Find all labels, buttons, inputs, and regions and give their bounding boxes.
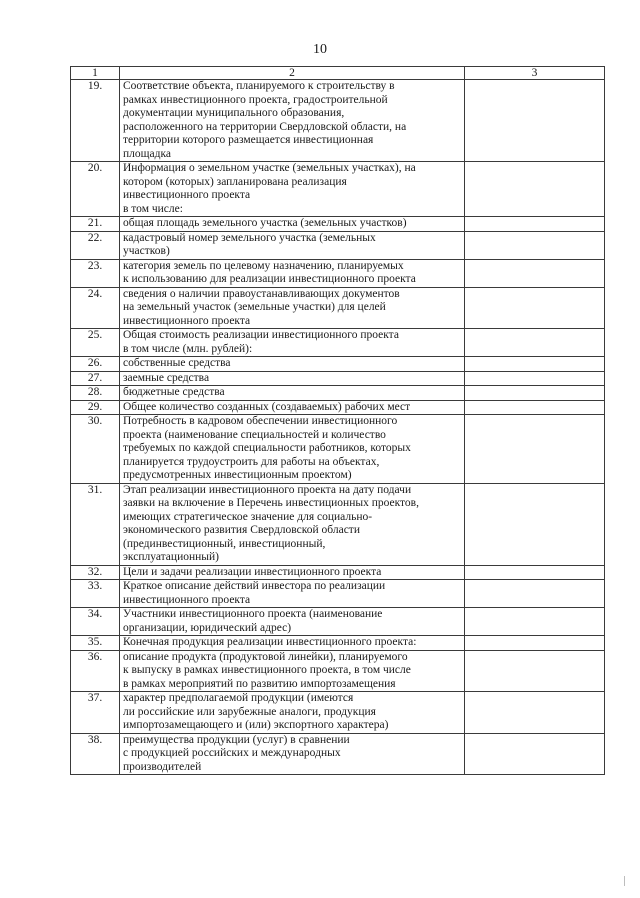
row-description: собственные средства	[120, 357, 465, 372]
table-row	[71, 608, 605, 636]
table-row	[71, 692, 605, 734]
table-row	[71, 329, 605, 357]
row-value-cell[interactable]	[465, 733, 605, 775]
table-row	[71, 483, 605, 565]
row-description: Соответствие объекта, планируемого к строительству в рамках инвестиционного проекта, градостроительной документации муниципального образования, расположенного на территории Свердловской области, на территории которого размещается инвестиционная площадка	[120, 80, 465, 162]
row-description: Цели и задачи реализации инвестиционного проекта	[120, 565, 465, 580]
row-number: 22.	[71, 231, 120, 259]
row-number: 29.	[71, 400, 120, 415]
row-description: общая площадь земельного участка (земельных участков)	[120, 217, 465, 232]
table-row	[71, 565, 605, 580]
row-description: Участники инвестиционного проекта (наименование организации, юридический адрес)	[120, 608, 465, 636]
row-number: 36.	[71, 650, 120, 692]
table-row	[71, 371, 605, 386]
table-row	[71, 415, 605, 484]
row-value-cell[interactable]	[465, 80, 605, 162]
table-row	[71, 400, 605, 415]
row-number: 24.	[71, 287, 120, 329]
row-description: Конечная продукция реализации инвестиционного проекта:	[120, 636, 465, 651]
row-value-cell[interactable]	[465, 400, 605, 415]
row-value-cell[interactable]	[465, 217, 605, 232]
row-value-cell[interactable]	[465, 580, 605, 608]
table-row	[71, 162, 605, 217]
row-number: 37.	[71, 692, 120, 734]
column-header-number: 1	[71, 67, 120, 80]
row-description: Информация о земельном участке (земельных участках), на котором (которых) запланирована реализация инвестиционного проекта в том числе:	[120, 162, 465, 217]
row-value-cell[interactable]	[465, 565, 605, 580]
row-description: Общее количество созданных (создаваемых) рабочих мест	[120, 400, 465, 415]
row-value-cell[interactable]	[465, 287, 605, 329]
table-row	[71, 217, 605, 232]
row-description: Общая стоимость реализации инвестиционного проекта в том числе (млн. рублей):	[120, 329, 465, 357]
table-row	[71, 287, 605, 329]
table-row	[71, 259, 605, 287]
row-number: 35.	[71, 636, 120, 651]
row-value-cell[interactable]	[465, 231, 605, 259]
table-row	[71, 636, 605, 651]
row-number: 21.	[71, 217, 120, 232]
row-value-cell[interactable]	[465, 357, 605, 372]
table-row	[71, 580, 605, 608]
table-row	[71, 357, 605, 372]
row-description: Краткое описание действий инвестора по реализации инвестиционного проекта	[120, 580, 465, 608]
row-description: сведения о наличии правоустанавливающих документов на земельный участок (земельные участки) для целей инвестиционного проекта	[120, 287, 465, 329]
row-number: 31.	[71, 483, 120, 565]
table-row	[71, 231, 605, 259]
row-number: 19.	[71, 80, 120, 162]
row-description: категория земель по целевому назначению, планируемых к использованию для реализации инвестиционного проекта	[120, 259, 465, 287]
row-number: 38.	[71, 733, 120, 775]
row-description: Этап реализации инвестиционного проекта на дату подачи заявки на включение в Перечень инвестиционных проектов, имеющих стратегическое значение для социально- экономического развития Свердловской области (прединвестиционный, инвестиционный, эксплуатационный)	[120, 483, 465, 565]
page-number: 10	[313, 42, 327, 57]
row-number: 32.	[71, 565, 120, 580]
row-description: заемные средства	[120, 371, 465, 386]
row-value-cell[interactable]	[465, 483, 605, 565]
row-number: 23.	[71, 259, 120, 287]
row-number: 34.	[71, 608, 120, 636]
row-number: 30.	[71, 415, 120, 484]
row-number: 33.	[71, 580, 120, 608]
row-value-cell[interactable]	[465, 259, 605, 287]
table-row	[71, 650, 605, 692]
row-description: преимущества продукции (услуг) в сравнении с продукцией российских и международных производителей	[120, 733, 465, 775]
row-value-cell[interactable]	[465, 371, 605, 386]
row-description: описание продукта (продуктовой линейки), планируемого к выпуску в рамках инвестиционного проекта, в том числе в рамках мероприятий по развитию импортозамещения	[120, 650, 465, 692]
row-value-cell[interactable]	[465, 636, 605, 651]
row-value-cell[interactable]	[465, 415, 605, 484]
row-value-cell[interactable]	[465, 608, 605, 636]
row-number: 28.	[71, 386, 120, 401]
row-number: 25.	[71, 329, 120, 357]
row-number: 26.	[71, 357, 120, 372]
row-value-cell[interactable]	[465, 650, 605, 692]
row-description: кадастровый номер земельного участка (земельных участков)	[120, 231, 465, 259]
scan-margin-mark	[624, 876, 625, 886]
row-value-cell[interactable]	[465, 329, 605, 357]
table-row	[71, 386, 605, 401]
table-row	[71, 733, 605, 775]
table-header-row	[71, 67, 605, 80]
row-value-cell[interactable]	[465, 386, 605, 401]
column-header-description: 2	[120, 67, 465, 80]
row-description: Потребность в кадровом обеспечении инвестиционного проекта (наименование специальностей и количество требуемых по каждой специальности работников, которых планируется трудоустроить для работы на объектах, предусмотренных инвестиционным проектом)	[120, 415, 465, 484]
row-value-cell[interactable]	[465, 692, 605, 734]
application-form-table	[70, 66, 605, 775]
row-description: характер предполагаемой продукции (имеются ли российские или зарубежные аналоги, продукция импортозамещающего и (или) экспортного характера)	[120, 692, 465, 734]
table-row	[71, 80, 605, 162]
row-number: 27.	[71, 371, 120, 386]
row-value-cell[interactable]	[465, 162, 605, 217]
row-description: бюджетные средства	[120, 386, 465, 401]
row-number: 20.	[71, 162, 120, 217]
column-header-value: 3	[465, 67, 605, 80]
